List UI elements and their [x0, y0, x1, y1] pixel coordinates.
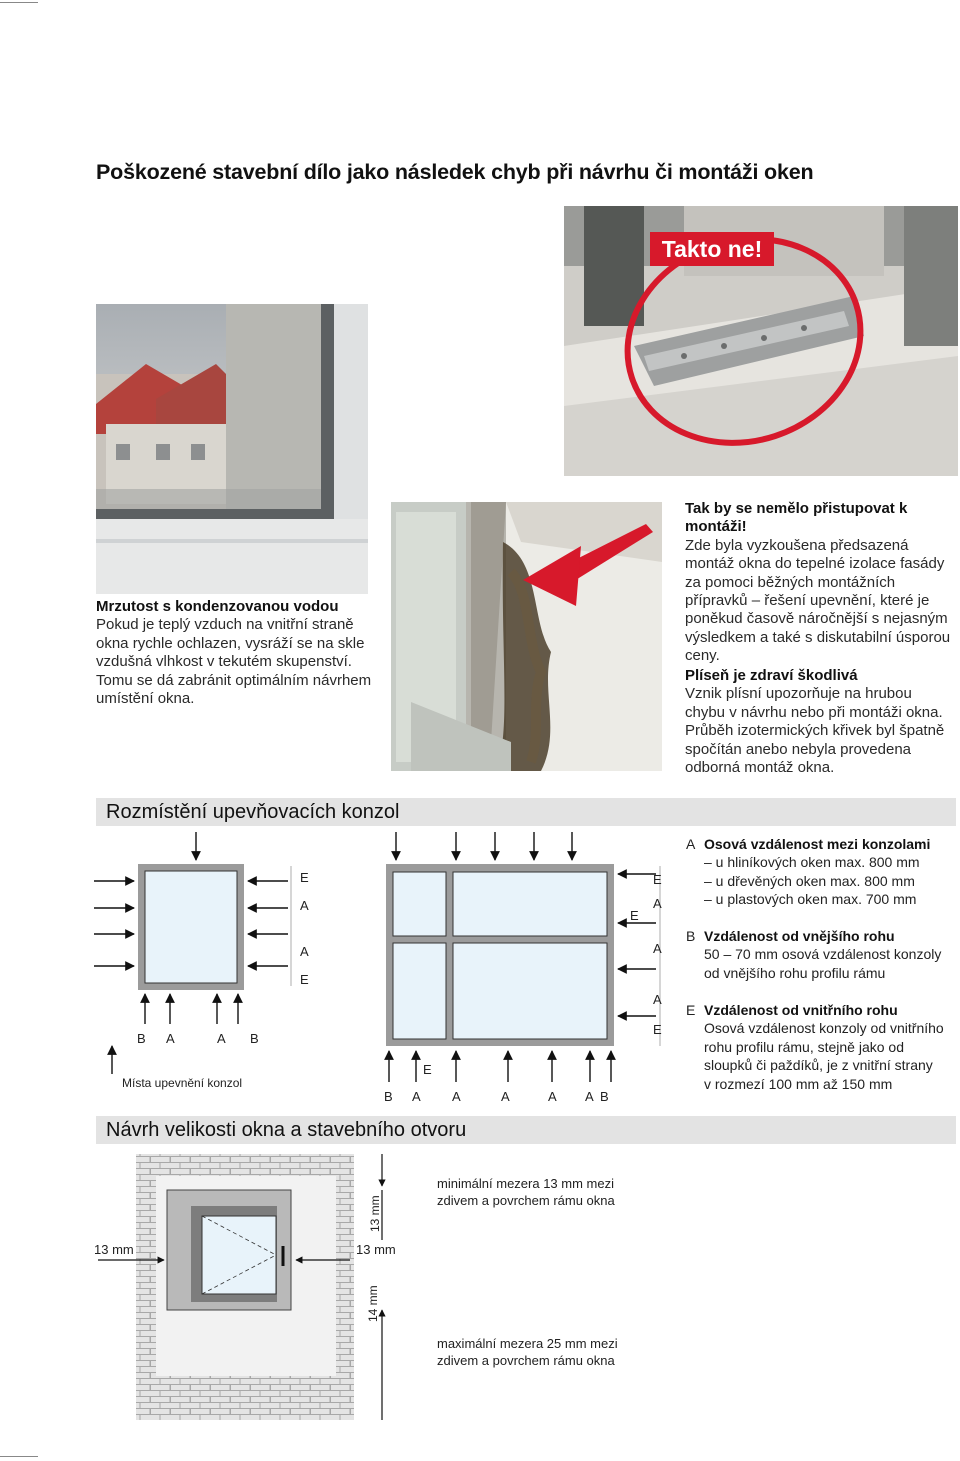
crop-mark-bottom — [0, 1456, 38, 1457]
dim-bottom: 14 mm — [366, 1285, 380, 1322]
legend-e-line-4: v rozmezí 100 mm až 150 mm — [704, 1075, 893, 1092]
dim-top: 13 mm — [368, 1195, 382, 1232]
label-e-right-3: E — [653, 1022, 662, 1037]
mould-heading: Plíseň je zdraví škodlivá — [685, 667, 858, 684]
legend-a-key: A — [686, 836, 696, 852]
photo-bracket-mounting — [564, 206, 958, 476]
legend-a-line-2: – u dřevěných oken max. 800 mm — [704, 872, 915, 889]
legend-a-heading: Osová vzdálenost mezi konzolami — [704, 836, 931, 852]
legend-b-heading: Vzdálenost od vnějšího rohu — [704, 928, 895, 944]
legend-e — [686, 1001, 960, 1097]
min-gap-note-line-2: zdivem a povrchem rámu okna — [437, 1193, 615, 1208]
label-a-right-3: A — [653, 992, 662, 1007]
legend-e-heading: Vzdálenost od vnitřního rohu — [704, 1002, 898, 1018]
legend-e-line-2: rohu profilu rámu, stejně jako od — [704, 1038, 904, 1055]
mounting-body: Zde byla vyzkoušena předsazená montáž okna do tepelné izolace fasády za pomoci běžných montážních přípravků – řešení upevnění, které je poněkud časově náročnější s nejasným výsledkem a také s diskutabilní úsporou ceny. — [685, 536, 951, 665]
condensation-heading: Mrzutost s kondenzovanou vodou — [96, 598, 339, 615]
legend-b — [686, 927, 958, 987]
label-e-right-2: E — [630, 908, 639, 923]
label-b-right-bottom-2: B — [600, 1089, 609, 1104]
min-gap-note — [437, 1175, 615, 1209]
photo-badge: Takto ne! — [661, 236, 763, 262]
min-gap-note-line-1: minimální mezera 13 mm mezi — [437, 1176, 614, 1191]
label-e-left-bottom: E — [300, 972, 309, 987]
section-header-brackets — [96, 798, 956, 826]
label-a-right-bottom-3: A — [501, 1089, 510, 1104]
label-a-right-bottom-5: A — [585, 1089, 594, 1104]
label-a-left-2: A — [300, 944, 309, 959]
label-b-left-bottom-1: B — [137, 1031, 146, 1046]
legend-a-line-1: – u hliníkových oken max. 800 mm — [704, 854, 920, 871]
dim-left: 13 mm — [94, 1242, 134, 1257]
dim-right: 13 mm — [356, 1242, 396, 1257]
legend-e-line-1: Osová vzdálenost konzoly od vnitřního — [704, 1020, 944, 1037]
section-header-opening-label: Návrh velikosti okna a stavebního otvoru — [106, 1119, 467, 1141]
condensation-body: Pokud je teplý vzduch na vnitřní straně okna rychle ochlazen, vysráží se na skle vzdušná vlhkost v tekutém skupenství. Tomu se dá zabránit optimálním návrhem umístění okna. — [96, 616, 372, 708]
label-e-left-top: E — [300, 870, 309, 885]
label-e-right-bottom: E — [423, 1062, 432, 1077]
legend-a — [686, 835, 958, 915]
photo-mould-corner — [391, 502, 662, 771]
legend-b-line-1: 50 – 70 mm osová vzdálenost konzoly — [704, 946, 942, 963]
legend-e-key: E — [686, 1002, 696, 1018]
legend-a-line-3: – u plastových oken max. 700 mm — [704, 891, 917, 908]
legend-b-key: B — [686, 928, 696, 944]
crop-mark-top — [0, 2, 38, 3]
opening-diagram — [90, 1150, 410, 1430]
max-gap-note-line-2: zdivem a povrchem rámu okna — [437, 1353, 615, 1368]
fixing-points-label: Místa upevnění konzol — [122, 1076, 243, 1090]
page-title: Poškozené stavební dílo jako následek chyb při návrhu či montáži oken — [96, 160, 814, 184]
label-a-left-1: A — [300, 898, 309, 913]
condensation-text-block — [96, 598, 386, 708]
label-a-right-bottom-4: A — [548, 1089, 557, 1104]
section-header-brackets-label: Rozmístění upevňovacích konzol — [106, 801, 400, 823]
label-a-right-bottom-1: A — [412, 1089, 421, 1104]
legend-e-line-3: sloupků či paždíků, je z vnitřní strany — [704, 1057, 933, 1074]
legend-b-line-2: od vnějšího rohu profilu rámu — [704, 964, 886, 981]
section-header-opening — [96, 1116, 956, 1144]
label-b-right-bottom-1: B — [384, 1089, 393, 1104]
bracket-diagram — [90, 826, 680, 1116]
max-gap-note-line-1: maximální mezera 25 mm mezi — [437, 1336, 618, 1351]
label-a-left-bottom-1: A — [166, 1031, 175, 1046]
label-a-left-bottom-2: A — [217, 1031, 226, 1046]
mould-body: Vznik plísní upozorňuje na hrubou chybu v návrhu nebo při montáži okna. Průběh izotermických křivek byl špatně spočítán anebo nebyla provedena odborná montáž okna. — [685, 685, 945, 777]
mounting-heading: Tak by se nemělo přistupovat k montáži! — [685, 500, 908, 536]
label-a-right-2: A — [653, 941, 662, 956]
label-a-right-1: A — [653, 896, 662, 911]
max-gap-note — [437, 1335, 618, 1369]
mounting-text-block — [685, 500, 953, 666]
label-a-right-bottom-2: A — [452, 1089, 461, 1104]
mould-text-block — [685, 667, 953, 777]
photo-condensation-window — [96, 304, 368, 594]
label-e-right-1: E — [653, 872, 662, 887]
label-b-left-bottom-2: B — [250, 1031, 259, 1046]
